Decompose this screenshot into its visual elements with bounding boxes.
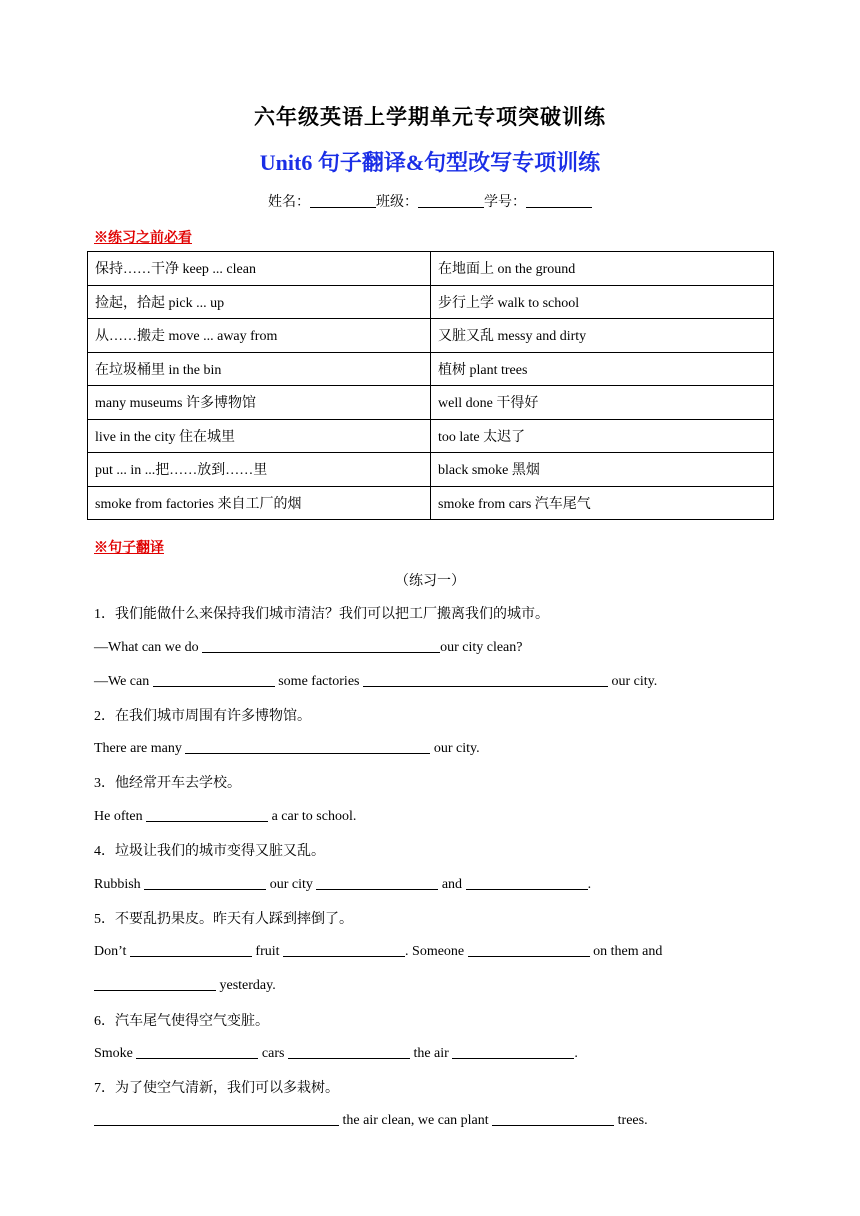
q6-pre: Smoke [94, 1046, 137, 1061]
q5-blank-1[interactable] [130, 942, 252, 957]
q6-answer-line [94, 1044, 578, 1062]
q4-blank-3[interactable] [466, 875, 588, 890]
q1-answer-line-2 [94, 672, 657, 690]
q5-answer-line-1 [94, 942, 662, 960]
vocab-cell: black smoke 黑烟 [431, 453, 774, 487]
q6-mid1: cars [258, 1046, 288, 1061]
table-row [88, 285, 774, 319]
q2-pre: There are many [94, 741, 186, 756]
table-row [88, 386, 774, 420]
q3-post: a car to school. [268, 809, 357, 824]
q1-blank-1[interactable] [202, 638, 440, 653]
unit-subtitle: Unit6 句子翻译&句型改写专项训练 [259, 150, 601, 175]
vocab-cell: smoke from factories 来自工厂的烟 [88, 486, 431, 520]
q5-prompt: 5．不要乱扔果皮。昨天有人踩到摔倒了。 [94, 912, 353, 927]
q4-answer-line [94, 875, 591, 893]
table-row [88, 252, 774, 286]
q1-a2-mid: some factories [274, 674, 363, 689]
q6-post: . [574, 1046, 578, 1061]
vocab-cell: smoke from cars 汽车尾气 [431, 486, 774, 520]
q2-answer-line [94, 739, 480, 757]
q4-mid2: and [438, 877, 466, 892]
class-label: 班级： [376, 195, 418, 210]
section-translate-label: ※句子翻译 [94, 541, 164, 556]
vocab-cell: live in the city 住在城里 [88, 419, 431, 453]
q6-blank-1[interactable] [136, 1044, 258, 1059]
q1-answer-line-1 [94, 638, 522, 656]
q7-answer-line [94, 1111, 648, 1129]
vocab-cell: too late 太迟了 [431, 419, 774, 453]
vocab-cell: 植树 plant trees [431, 352, 774, 386]
vocab-cell: well done 干得好 [431, 386, 774, 420]
practice-title: （练习一） [395, 574, 465, 589]
q5-blank-3[interactable] [468, 942, 590, 957]
vocab-cell: 保持……干净 keep ... clean [88, 252, 431, 286]
vocab-cell: many museums 许多博物馆 [88, 386, 431, 420]
section-preview-label: ※练习之前必看 [94, 231, 192, 246]
table-row [88, 419, 774, 453]
vocab-table [87, 251, 774, 520]
q4-mid1: our city [266, 877, 317, 892]
q3-blank[interactable] [146, 807, 268, 822]
id-label: 学号： [484, 195, 526, 210]
q5-line2-post: yesterday. [216, 978, 276, 993]
q6-mid2: the air [409, 1046, 453, 1061]
id-blank[interactable] [526, 193, 592, 208]
vocab-cell: put ... in ...把……放到……里 [88, 453, 431, 487]
q3-answer-line [94, 807, 356, 825]
q1-a1-pre: —What can we do [94, 640, 203, 655]
q7-mid1: the air clean, we can plant [339, 1113, 493, 1128]
q1-a2-post: our city. [607, 674, 658, 689]
student-info-line [0, 191, 860, 211]
table-row [88, 453, 774, 487]
vocab-cell: 步行上学 walk to school [431, 285, 774, 319]
vocab-cell: 从……搬走 move ... away from [88, 319, 431, 353]
q7-post: trees. [614, 1113, 648, 1128]
q4-blank-1[interactable] [144, 875, 266, 890]
name-blank[interactable] [310, 193, 376, 208]
q4-post: . [587, 877, 592, 892]
q3-prompt: 3．他经常开车去学校。 [94, 776, 241, 791]
table-row [88, 352, 774, 386]
vocab-cell: 在地面上 on the ground [431, 252, 774, 286]
q7-blank-2[interactable] [492, 1111, 614, 1126]
q2-prompt: 2．在我们城市周围有许多博物馆。 [94, 709, 311, 724]
q4-pre: Rubbish [94, 877, 145, 892]
q6-blank-2[interactable] [288, 1044, 410, 1059]
q5-blank-4[interactable] [94, 976, 216, 991]
q5-pre: Don’t [94, 944, 130, 959]
q7-blank-1[interactable] [94, 1111, 339, 1126]
q5-answer-line-2 [94, 976, 276, 994]
q1-blank-3[interactable] [363, 672, 608, 687]
q5-blank-2[interactable] [283, 942, 405, 957]
q1-a1-post: our city clean? [440, 640, 523, 655]
q1-a2-pre: —We can [94, 674, 153, 689]
q1-prompt: 1．我们能做什么来保持我们城市清洁？我们可以把工厂搬离我们的城市。 [94, 607, 549, 622]
name-label: 姓名： [268, 195, 310, 210]
q4-prompt: 4．垃圾让我们的城市变得又脏又乱。 [94, 844, 325, 859]
q2-blank[interactable] [185, 739, 430, 754]
q7-prompt: 7．为了使空气清新，我们可以多栽树。 [94, 1081, 339, 1096]
vocab-cell: 捡起，拾起 pick ... up [88, 285, 431, 319]
q5-mid2: . Someone [405, 944, 468, 959]
table-row [88, 319, 774, 353]
q6-prompt: 6．汽车尾气使得空气变脏。 [94, 1014, 269, 1029]
vocab-cell: 在垃圾桶里 in the bin [88, 352, 431, 386]
page-title: 六年级英语上学期单元专项突破训练 [254, 105, 606, 129]
q5-post: on them and [589, 944, 663, 959]
class-blank[interactable] [418, 193, 484, 208]
q5-mid1: fruit [251, 944, 284, 959]
q1-blank-2[interactable] [153, 672, 275, 687]
table-row [88, 486, 774, 520]
q2-post: our city. [430, 741, 480, 756]
q6-blank-3[interactable] [452, 1044, 574, 1059]
vocab-cell: 又脏又乱 messy and dirty [431, 319, 774, 353]
q4-blank-2[interactable] [316, 875, 438, 890]
q3-pre: He often [94, 809, 147, 824]
